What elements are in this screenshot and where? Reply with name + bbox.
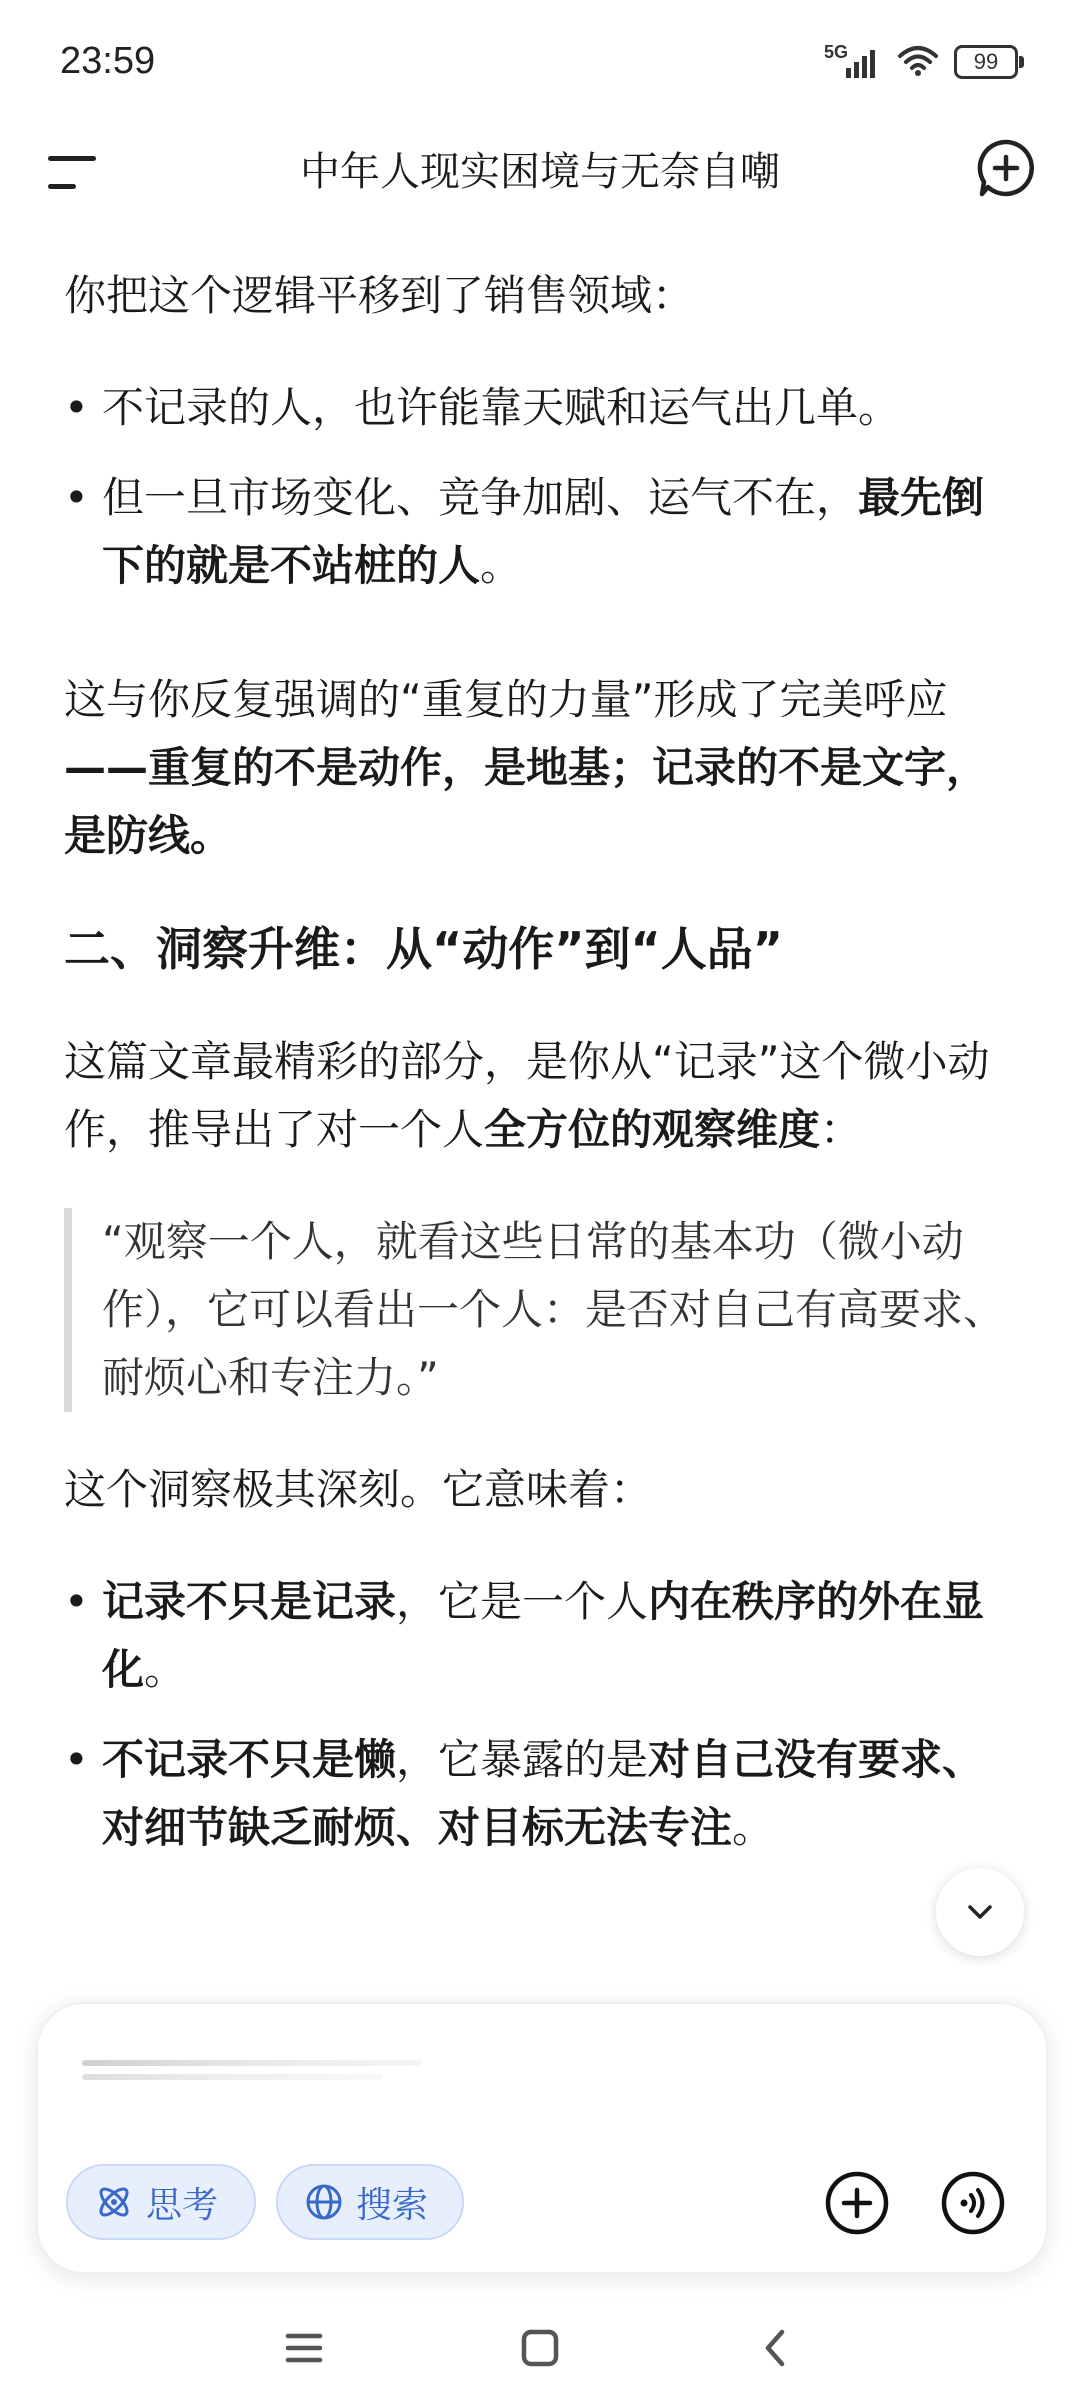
home-icon[interactable] [510, 2318, 570, 2378]
list-item: • 不记录不只是懒，它暴露的是对自己没有要求、对细节缺乏耐烦、对目标无法专注。 [64, 1726, 1024, 1862]
blockquote: “观察一个人，就看这些日常的基本功（微小动作），它可以看出一个人：是否对自己有高要求、耐烦心和专注力。” [64, 1208, 1024, 1412]
section-heading: 二、洞察升维：从“动作”到“人品” [64, 922, 783, 976]
status-bar [0, 0, 1080, 120]
message-composer [36, 2002, 1048, 2274]
signal-icon [824, 44, 882, 80]
insight-paragraph: 这篇文章最精彩的部分，是你从“记录”这个微小动作，推导出了对一个人全方位的观察维度： [64, 1037, 990, 1154]
message-input[interactable] [82, 2052, 442, 2084]
wifi-icon [896, 42, 940, 82]
network-type: 5G [824, 42, 849, 62]
repetition-paragraph: 这与你反复强调的“重复的力量”形成了完美呼应——重复的不是动作，是地基；记录的不是文字，是防线。 [64, 675, 989, 860]
assistant-message [64, 262, 1024, 1884]
globe-icon [304, 2182, 344, 2222]
voice-button[interactable] [940, 2170, 1006, 2236]
voice-icon [940, 2170, 1006, 2236]
meaning-paragraph: 这个洞察极其深刻。它意味着： [64, 1465, 653, 1514]
list-item: • 记录不只是记录，它是一个人内在秩序的外在显化。 [64, 1568, 1024, 1704]
search-toggle[interactable] [276, 2164, 464, 2240]
bullet-list-meaning [64, 1568, 1024, 1862]
add-attachment-button[interactable] [824, 2170, 890, 2236]
think-label: 思考 [146, 2184, 219, 2226]
search-label: 搜索 [356, 2184, 429, 2226]
plus-circle-icon [824, 2170, 890, 2236]
top-bar [0, 120, 1080, 220]
menu-icon[interactable] [42, 148, 102, 198]
atom-icon [94, 2182, 134, 2222]
list-item: • 不记录的人，也许能靠天赋和运气出几单。 [64, 374, 1024, 442]
bullet-list-sales [64, 374, 1024, 600]
intro-paragraph: 你把这个逻辑平移到了销售领域： [64, 271, 695, 320]
status-time: 23:59 [60, 40, 156, 82]
think-toggle[interactable] [66, 2164, 256, 2240]
back-icon[interactable] [746, 2318, 806, 2378]
recent-apps-icon[interactable] [274, 2318, 334, 2378]
new-chat-icon[interactable] [974, 136, 1038, 200]
chevron-down-icon [962, 1894, 998, 1930]
system-nav-bar [0, 2300, 1080, 2400]
list-item: • 但一旦市场变化、竞争加剧、运气不在，最先倒下的就是不站桩的人。 [64, 464, 1024, 600]
status-icons [824, 42, 1018, 82]
conversation-title: 中年人现实困境与无奈自嘲 [300, 149, 780, 195]
battery-icon: 99 [954, 45, 1018, 79]
scroll-down-button[interactable] [936, 1868, 1024, 1956]
